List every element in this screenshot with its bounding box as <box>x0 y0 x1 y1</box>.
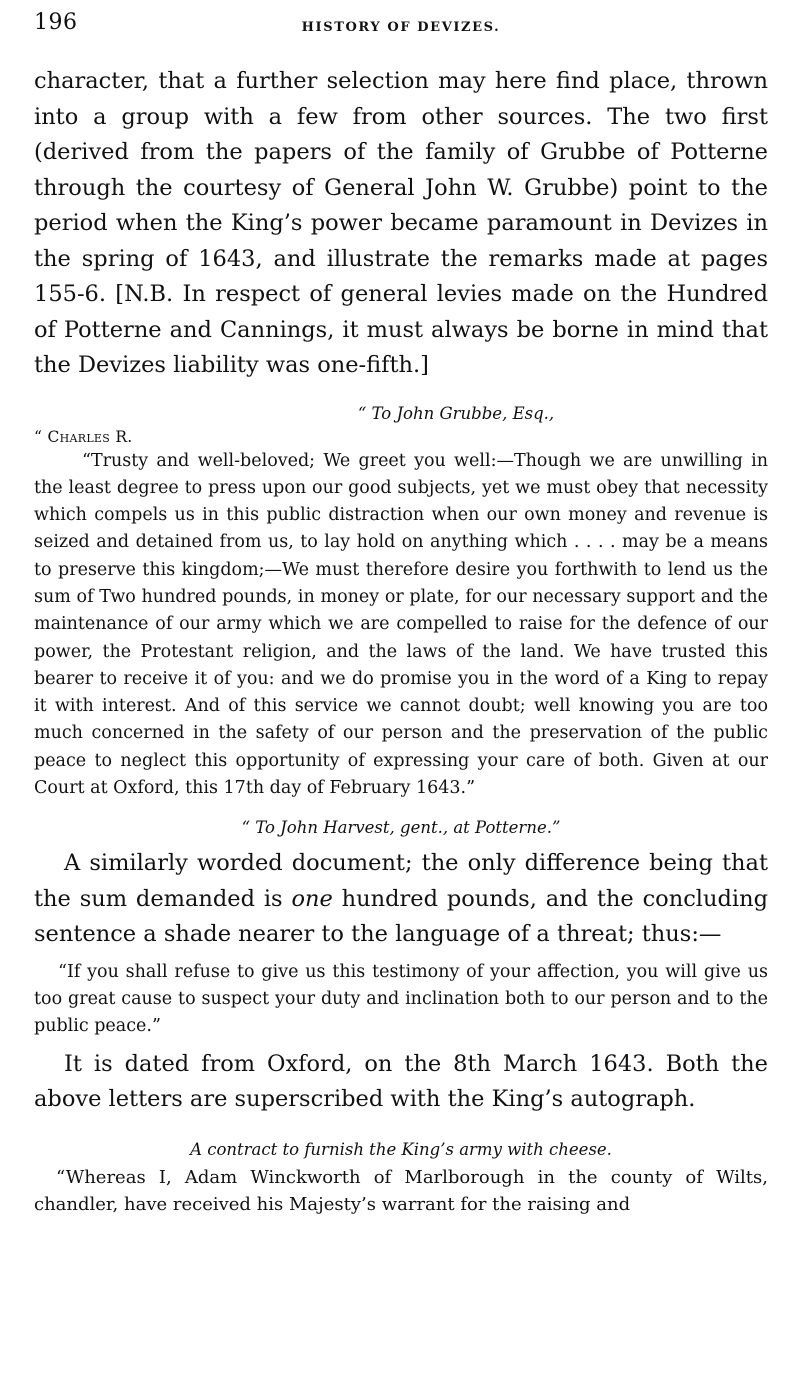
intro-paragraph: character, that a further selection may here find place, thrown into a group with a few from other sources. The two first (derived from the papers of the family of Grubbe of Potterne through the courtesy of General John W. Grubbe) point to the period when the King’s power became paramount in Devizes in the spring of 1643, and illustrate the remarks made at pages 155-6. [N.B. In respect of general levies made on the Hundred of Potterne and Cannings, it must always be borne in mind that the Devizes liability was one-fifth.] <box>34 68 768 378</box>
similar-document-paragraph <box>34 846 768 953</box>
book-page <box>34 0 768 1397</box>
page-number: 196 <box>34 10 78 35</box>
letter-two-address: “ To John Harvest, gent., at Potterne.” <box>241 818 561 838</box>
threat-quote: “If you shall refuse to give us this testimony of your affection, you will give us too great cause to suspect your duty and inclination both to our person and to the public peace.” <box>34 961 768 1037</box>
similar-document-text-1: A similarly worded document; the only difference being that the sum demanded is <box>34 850 768 912</box>
contract-quote: “Whereas I, Adam Winckworth of Marlborough in the county of Wilts, chandler, have received his Majesty’s warrant for the raising and <box>34 1166 768 1216</box>
similar-document-text-2: hundred pounds, and the concluding sentence a shade nearer to the language of a threat; thus:— <box>34 885 768 948</box>
letter-one-salutation: “ Charles R. <box>34 427 133 446</box>
contract-section-title: A contract to furnish the King’s army with cheese. <box>190 1139 612 1159</box>
letter-one-body: “Trusty and well-beloved; We greet you well:—Though we are unwilling in the least degree to press upon our good subjects, yet we must obey that necessity which compels us in this public distraction when our own money and revenue is seized and detained from us, to lay hold on anything which . . . . may be a means to preserve this kingdom;—We must therefore desire you forthwith to lend us the sum of Two hundred pounds, in money or plate, for our necessary support and the maintenance of our army which we are compelled to raise for the defence of our power, the Protestant religion, and the laws of the land. We have trusted this bearer to receive it of you: and we do promise you in the word of a King to repay it with interest. And of this service we cannot doubt; well knowing you are too much concerned in the safety of our person and the preservation of the public peace to neglect this opportunity of expressing your care of both. Given at our Court at Oxford, this 17th day of February 1643.” <box>34 450 768 799</box>
page-header <box>34 8 768 54</box>
letter-one-address: “ To John Grubbe, Esq., <box>357 403 555 423</box>
running-head: HISTORY OF DEVIZES. <box>301 20 501 35</box>
dated-paragraph: It is dated from Oxford, on the 8th March 1643. Both the above letters are superscribed with the King’s autograph. <box>34 1050 768 1113</box>
similar-document-emphasis: one <box>291 885 333 912</box>
